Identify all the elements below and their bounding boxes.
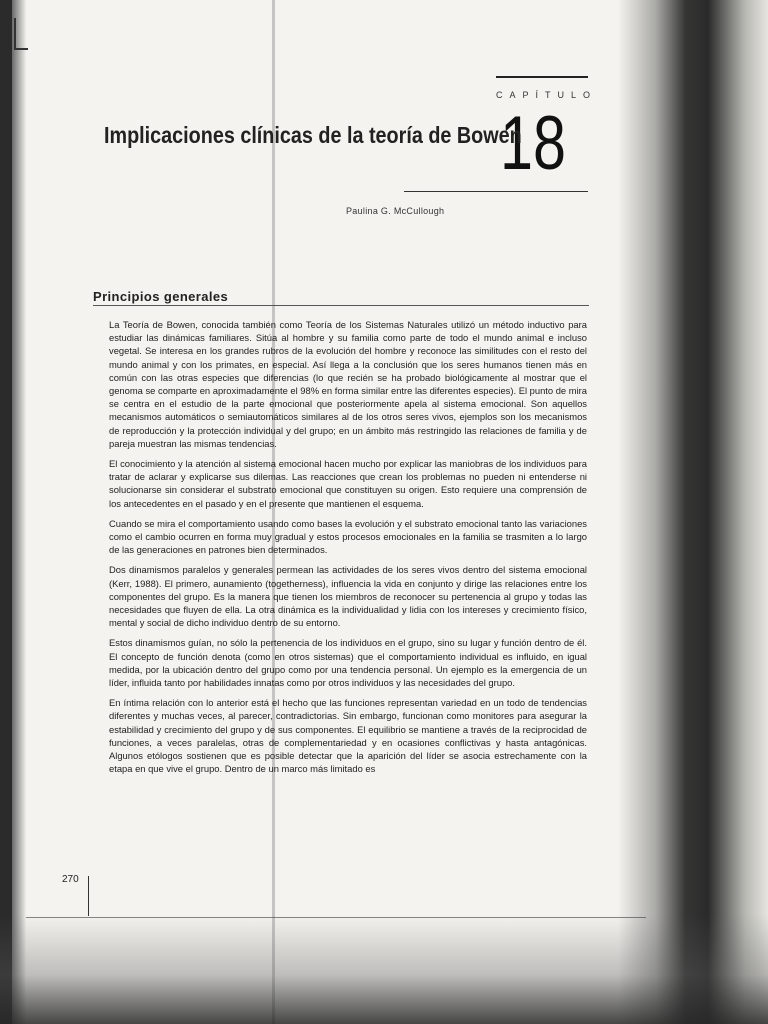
title-rule [404,191,588,192]
scan-right-shadow [618,0,768,1024]
page-number: 270 [62,874,79,885]
paragraph: El conocimiento y la atención al sistema emocional hacen mucho por explicar las maniobras de los individuos para tratar de aclarar y explicarse sus dilemas. Las reacciones que crean los problemas no pueden ni entenderse ni solucionarse sin considerar el substrato emocional que constituyen su origen. Esto requiere una comprensión de los antecedentes en el pasado y en el presente que mantienen el esquema. [109,458,587,509]
page-binding-shadow [12,0,26,1024]
chapter-title: Implicaciones clínicas de la teoría de Bowen [104,122,522,148]
chapter-label: CAPÍTULO [496,90,598,100]
body-text [109,318,587,783]
chapter-rule [496,76,588,78]
section-rule [93,305,589,306]
author-name: Paulina G. McCullough [346,206,445,216]
paragraph: La Teoría de Bowen, conocida también como Teoría de los Sistemas Naturales utilizó un método inductivo para estudiar las dinámicas familiares. Sitúa al hombre y su familia como parte de todo el mundo animal e incluso vegetal. Se interesa en los grandes rubros de la evolución del hombre y reconoce las similitudes con el resto del mundo animal y con los primates, en especial. Así llega a la conclusión que los seres humanos tienen más en común con las otras especies que diferencias (lo que recién se ha probado biológicamente al mostrar que el genoma se comparte en aproximadamente el 98% en forma similar entre las diferentes especies). El punto de mira se centra en el estudio de la parte emocional que posteriormente apela al sistema emocional. Son aquellos mecanismos automáticos o semiautomáticos similares al de los otros seres vivos, ejemplos son los mecanismos de reproducción y la protección individual y del grupo; en un ámbito más restringido las relaciones de familia y de pareja muestran las mismas tendencias. [109,319,587,449]
paragraph: Dos dinamismos paralelos y generales permean las actividades de los seres vivos dentro del sistema emocional (Kerr, 1988). El primero, aunamiento (togetherness), influencia la vida en conjunto y dirige las relaciones entre los componentes del grupo. Es la manera que tienen los miembros de reconocer su pertenencia al grupo y todas las necesidades que fluyen de ella. La otra dinámica es la individualidad y lidia con los intereses y crecimiento físico, mental y social de dicho individuo dentro de su entorno. [109,564,587,629]
paragraph: Cuando se mira el comportamiento usando como bases la evolución y el substrato emocional tanto las variaciones como el cambio ocurren en forma muy gradual y estos procesos emocionales en la familia se trasmiten a lo largo de las generaciones en patrones bien determinados. [109,517,587,556]
scan-bottom-shadow [0,914,768,1024]
paragraph: En íntima relación con lo anterior está el hecho que las funciones representan variedad en un todo de tendencias diferentes y muchas veces, al parecer, contradictorias. Sin embargo, funcionan como monitores para asegurar la estabilidad y crecimiento del grupo y de sus componentes. El equilibrio se mantiene a través de la reciprocidad de funciones, a veces paralelas, otras de complementariedad y en ocasiones conflictivas y hasta antagónicas. Algunos etólogos sostienen que es posible detectar que la aparición del líder se asocia estrechamente con la etapa en que vive el grupo. Dentro de un marco más limitado es [109,697,587,775]
page-binding-edge [0,0,12,1024]
section-heading: Principios generales [93,289,229,304]
page-number-rule [88,876,89,916]
paragraph: Estos dinamismos guían, no sólo la pertenencia de los individuos en el grupo, sino su lugar y función dentro de él. El concepto de función denota (como en otros sistemas) que el comportamiento individual es influido, en igual medida, por la ubicación dentro del grupo como por una tendencia personal. Un ejemplo es la emergencia de un líder, influida tanto por habilidades innatas como por otros individuos y las necesidades del grupo. [109,637,587,689]
chapter-number: 18 [500,101,566,186]
corner-mark [14,18,28,50]
